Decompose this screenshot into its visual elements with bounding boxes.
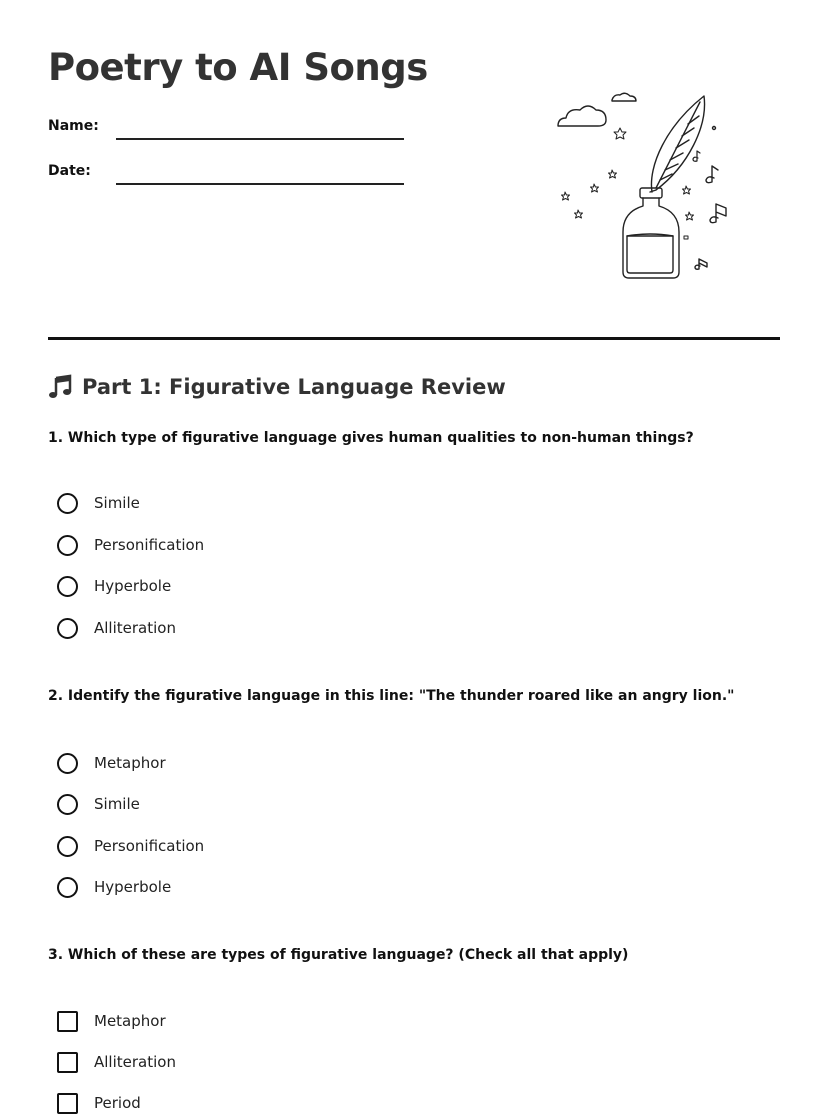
q3-option-period[interactable]: Period <box>57 1091 141 1115</box>
question-1-text: 1. Which type of figurative language gives human qualities to non-human things? <box>48 430 694 446</box>
radio-button[interactable] <box>57 576 78 597</box>
radio-button[interactable] <box>57 753 78 774</box>
radio-button[interactable] <box>57 794 78 815</box>
checkbox[interactable] <box>57 1011 78 1032</box>
q1-option-alliteration[interactable]: Alliteration <box>57 616 176 640</box>
radio-button[interactable] <box>57 836 78 857</box>
radio-button[interactable] <box>57 535 78 556</box>
question-2-text: 2. Identify the figurative language in this line: "The thunder roared like an angry lion." <box>48 688 735 704</box>
worksheet-title: Poetry to AI Songs <box>48 46 428 89</box>
music-note-icon <box>48 374 74 400</box>
name-field[interactable] <box>116 138 404 140</box>
radio-button[interactable] <box>57 618 78 639</box>
checkbox[interactable] <box>57 1093 78 1114</box>
q2-option-simile[interactable]: Simile <box>57 792 140 816</box>
q1-option-hyperbole[interactable]: Hyperbole <box>57 574 171 598</box>
q1-option-simile[interactable]: Simile <box>57 491 140 515</box>
q2-option-personification[interactable]: Personification <box>57 834 204 858</box>
part1-heading <box>48 374 506 400</box>
q2-option-metaphor[interactable]: Metaphor <box>57 751 166 775</box>
q2-option-hyperbole[interactable]: Hyperbole <box>57 875 171 899</box>
checkbox[interactable] <box>57 1052 78 1073</box>
date-field[interactable] <box>116 183 404 185</box>
question-3-text: 3. Which of these are types of figurative language? (Check all that apply) <box>48 947 629 963</box>
date-label: Date: <box>48 163 91 179</box>
q3-option-alliteration[interactable]: Alliteration <box>57 1050 176 1074</box>
q3-option-metaphor[interactable]: Metaphor <box>57 1009 166 1033</box>
quill-inkwell-music-icon <box>548 86 748 286</box>
radio-button[interactable] <box>57 493 78 514</box>
q1-option-personification[interactable]: Personification <box>57 533 204 557</box>
radio-button[interactable] <box>57 877 78 898</box>
name-label: Name: <box>48 118 99 134</box>
part1-title: Part 1: Figurative Language Review <box>82 375 506 399</box>
section-divider <box>48 337 780 340</box>
